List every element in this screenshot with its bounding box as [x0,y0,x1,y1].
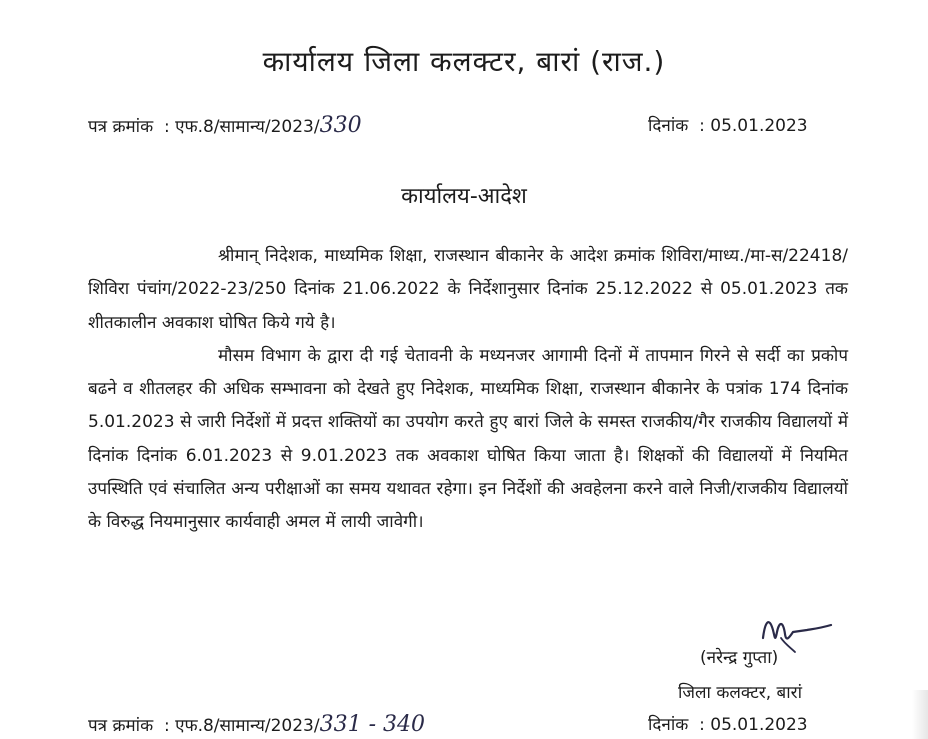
signatory-name: (नरेन्द्र गुप्ता) [700,648,779,668]
order-title: कार्यालय-आदेश [401,184,527,209]
footer-ref-prefix: : एफ.8/सामान्य/2023/ [163,716,320,736]
signatory-designation: जिला कलक्टर, बारां [678,683,802,703]
footer-date-label: दिनांक [648,715,689,735]
office-title: कार्यालय जिला कलक्टर, बारां (राज.) [262,45,666,78]
footer-ref-label: पत्र क्रमांक [88,716,154,736]
letter-date-row [648,113,808,136]
letter-ref-prefix: : एफ.8/सामान्य/2023/ [163,117,320,137]
footer-date-value: : 05.01.2023 [699,715,808,735]
letter-ref-handwritten-number: 330 [319,113,362,138]
order-body [88,240,848,540]
footer-date-row [648,712,808,735]
order-paragraph-2: मौसम विभाग के द्वारा दी गई चेतावनी के मध्यनजर आगामी दिनों में तापमान गिरने से सर्दी का प्रकोप बढने व शीतलहर की अधिक सम्भावना को देखते हुए निदेशक, माध्यमिक शिक्षा, राजस्थान बीकानेर के पत्रांक 174 दिनांक 5.01.2023 से जारी निर्देशों में प्रदत्त शक्तियों का उपयोग करते हुए बारां जिले के समस्त राजकीय/गैर राजकीय विद्यालयों में दिनांक दिनांक 6.01.2023 से 9.01.2023 तक अवकाश घोषित किया जाता है। शिक्षकों की विद्यालयों में नियमित उपस्थिति एवं संचालित अन्य परीक्षाओं का समय यथावत रहेगा। इन निर्देशों की अवहेलना करने वाले निजी/राजकीय विद्यालयों के विरुद्ध नियमानुसार कार्यवाही अमल में लायी जावेगी। [88,345,848,533]
letter-ref-label: पत्र क्रमांक [88,117,154,137]
letter-date-label: दिनांक [648,116,689,136]
page-edge-shadow [912,690,928,739]
order-paragraph-1: श्रीमान् निदेशक, माध्यमिक शिक्षा, राजस्थान बीकानेर के आदेश क्रमांक शिविरा/माध्य./मा-स/22418/शिविरा पंचांग/2022-23/250 दिनांक 21.06.2022 के निर्देशानुसार दिनांक 25.12.2022 से 05.01.2023 तक शीतकालीन अवकाश घोषित किये गये है। [88,246,848,333]
footer-ref-handwritten-number: 331 - 340 [319,712,425,737]
footer-ref-row [88,712,425,737]
letter-ref-row [88,113,362,138]
letter-date-value: : 05.01.2023 [699,116,808,136]
